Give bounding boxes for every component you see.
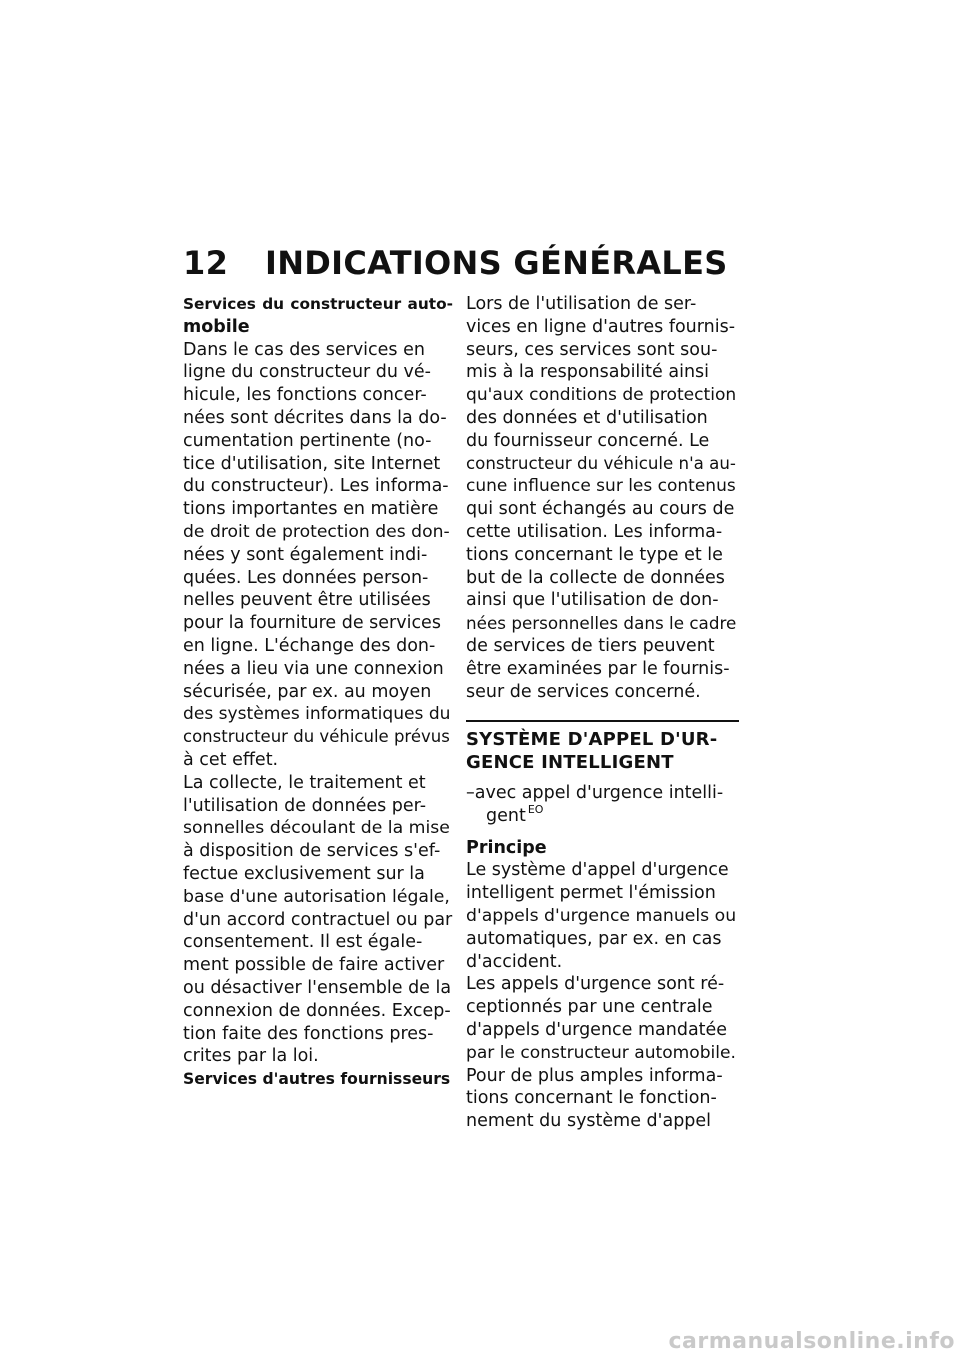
text-line: tice d'utilisation, site Internet <box>183 453 441 474</box>
text-line: nelles peuvent être utilisées <box>183 590 431 611</box>
text-line: nées personnelles dans le cadre <box>466 613 737 634</box>
text-line: seurs, ces services sont sou- <box>466 339 718 360</box>
text-line: consentement. Il est égale- <box>183 932 423 953</box>
eo-mark: EO <box>527 802 544 816</box>
text-line: sonnelles découlant de la mise <box>183 818 450 839</box>
option-text: gent <box>486 805 526 826</box>
chapter-title: INDICATIONS GÉNÉRALES <box>265 244 728 282</box>
text-line: de services de tiers peuvent <box>466 635 715 656</box>
text-line: être examinées par le fournis- <box>466 658 730 679</box>
text-line: tions importantes en matière <box>183 499 439 520</box>
text-line: de droit de protection des don- <box>183 521 450 542</box>
option-line: –avec appel d'urgence intelli- <box>466 782 724 803</box>
text-line: fectue exclusivement sur la <box>183 863 425 884</box>
paragraph-manufacturer-services <box>183 339 453 1069</box>
left-column <box>183 293 453 1091</box>
heading-line: mobile <box>183 316 250 337</box>
heading-line: SYSTÈME D'APPEL D'UR- <box>466 729 718 751</box>
text-line: des systèmes informatiques du <box>183 704 451 725</box>
subheading-other-providers: Services d'autres fournisseurs <box>183 1070 451 1089</box>
text-line: constructeur du véhicule n'a au- <box>466 453 736 473</box>
equipment-option <box>466 782 739 828</box>
text-line: tions concernant le fonction- <box>466 1088 717 1109</box>
principle-heading: Principe <box>466 837 547 858</box>
right-column <box>466 293 739 1133</box>
text-line: ligne du constructeur du vé- <box>183 362 431 383</box>
text-line: constructeur du véhicule prévus <box>183 727 450 747</box>
text-line: des données et d'utilisation <box>466 407 708 428</box>
chapter-number: 12 <box>183 244 229 282</box>
text-line: Les appels d'urgence sont ré- <box>466 974 725 995</box>
text-line: Pour de plus amples informa- <box>466 1065 723 1086</box>
page-title <box>183 238 783 288</box>
text-line: cette utilisation. Les informa- <box>466 521 723 542</box>
text-line: par le constructeur automobile. <box>466 1042 736 1063</box>
text-line: base d'une autorisation légale, <box>183 886 450 907</box>
text-line: pour la fourniture de services <box>183 613 441 634</box>
paragraph-principle <box>466 859 739 1133</box>
text-line: crites par la loi. <box>183 1046 319 1067</box>
text-line: automatiques, par ex. en cas <box>466 928 722 949</box>
option-line <box>466 802 739 828</box>
section-heading-manufacturer-services <box>183 293 453 339</box>
text-line: nées a lieu via une connexion <box>183 658 444 679</box>
text-line: nées y sont également indi- <box>183 544 428 565</box>
text-line: Dans le cas des services en <box>183 339 425 360</box>
watermark: carmanualsonline.info <box>668 1329 955 1354</box>
text-line: nement du système d'appel <box>466 1111 712 1132</box>
text-line: d'appels d'urgence mandatée <box>466 1019 728 1040</box>
text-line: hicule, les fonctions concer- <box>183 385 427 406</box>
section-heading-emergency-call <box>466 729 739 775</box>
text-line: ainsi que l'utilisation de don- <box>466 590 719 611</box>
text-line: tion faite des fonctions pres- <box>183 1023 434 1044</box>
text-line: du constructeur). Les informa- <box>183 476 449 497</box>
paragraph-other-providers <box>466 293 739 703</box>
text-line: ceptionnés par une centrale <box>466 997 713 1018</box>
text-line: qui sont échangés au cours de <box>466 499 735 520</box>
text-line: nées sont décrites dans la do- <box>183 407 447 428</box>
text-line: vices en ligne d'autres fournis- <box>466 316 736 337</box>
section-spacer <box>466 775 739 782</box>
section-spacer <box>466 828 739 837</box>
text-line: mis à la responsabilité ainsi <box>466 362 710 383</box>
heading-line: GENCE INTELLIGENT <box>466 752 674 774</box>
text-line: qu'aux conditions de protection <box>466 385 737 406</box>
text-line: connexion de données. Excep- <box>183 1000 451 1021</box>
text-line: Lors de l'utilisation de ser- <box>466 294 697 314</box>
text-line: seur de services concerné. <box>466 681 701 702</box>
text-line: l'utilisation de données per- <box>183 795 427 816</box>
text-line: ou désactiver l'ensemble de la <box>183 977 452 998</box>
text-line: cune influence sur les contenus <box>466 476 736 497</box>
section-divider <box>466 720 739 722</box>
section-spacer <box>466 703 739 720</box>
text-line: d'accident. <box>466 951 563 972</box>
text-line: du fournisseur concerné. Le <box>466 430 710 451</box>
text-line: ment possible de faire activer <box>183 955 445 976</box>
text-line: sécurisée, par ex. au moyen <box>183 681 432 702</box>
text-line: d'appels d'urgence manuels ou <box>466 905 737 926</box>
text-line: La collecte, le traitement et <box>183 772 426 793</box>
text-line: quées. Les données person- <box>183 567 429 588</box>
heading-line: Services du constructeur auto- <box>183 295 453 313</box>
text-line: d'un accord contractuel ou par <box>183 909 453 930</box>
text-line: à disposition de services s'ef- <box>183 841 441 862</box>
text-line: à cet effet. <box>183 749 279 770</box>
text-line: tions concernant le type et le <box>466 544 723 565</box>
text-line: Le système d'appel d'urgence <box>466 860 729 881</box>
text-line: cumentation pertinente (no- <box>183 430 432 451</box>
text-line: intelligent permet l'émission <box>466 883 716 904</box>
text-line: en ligne. L'échange des don- <box>183 635 436 656</box>
text-line: but de la collecte de données <box>466 567 725 588</box>
